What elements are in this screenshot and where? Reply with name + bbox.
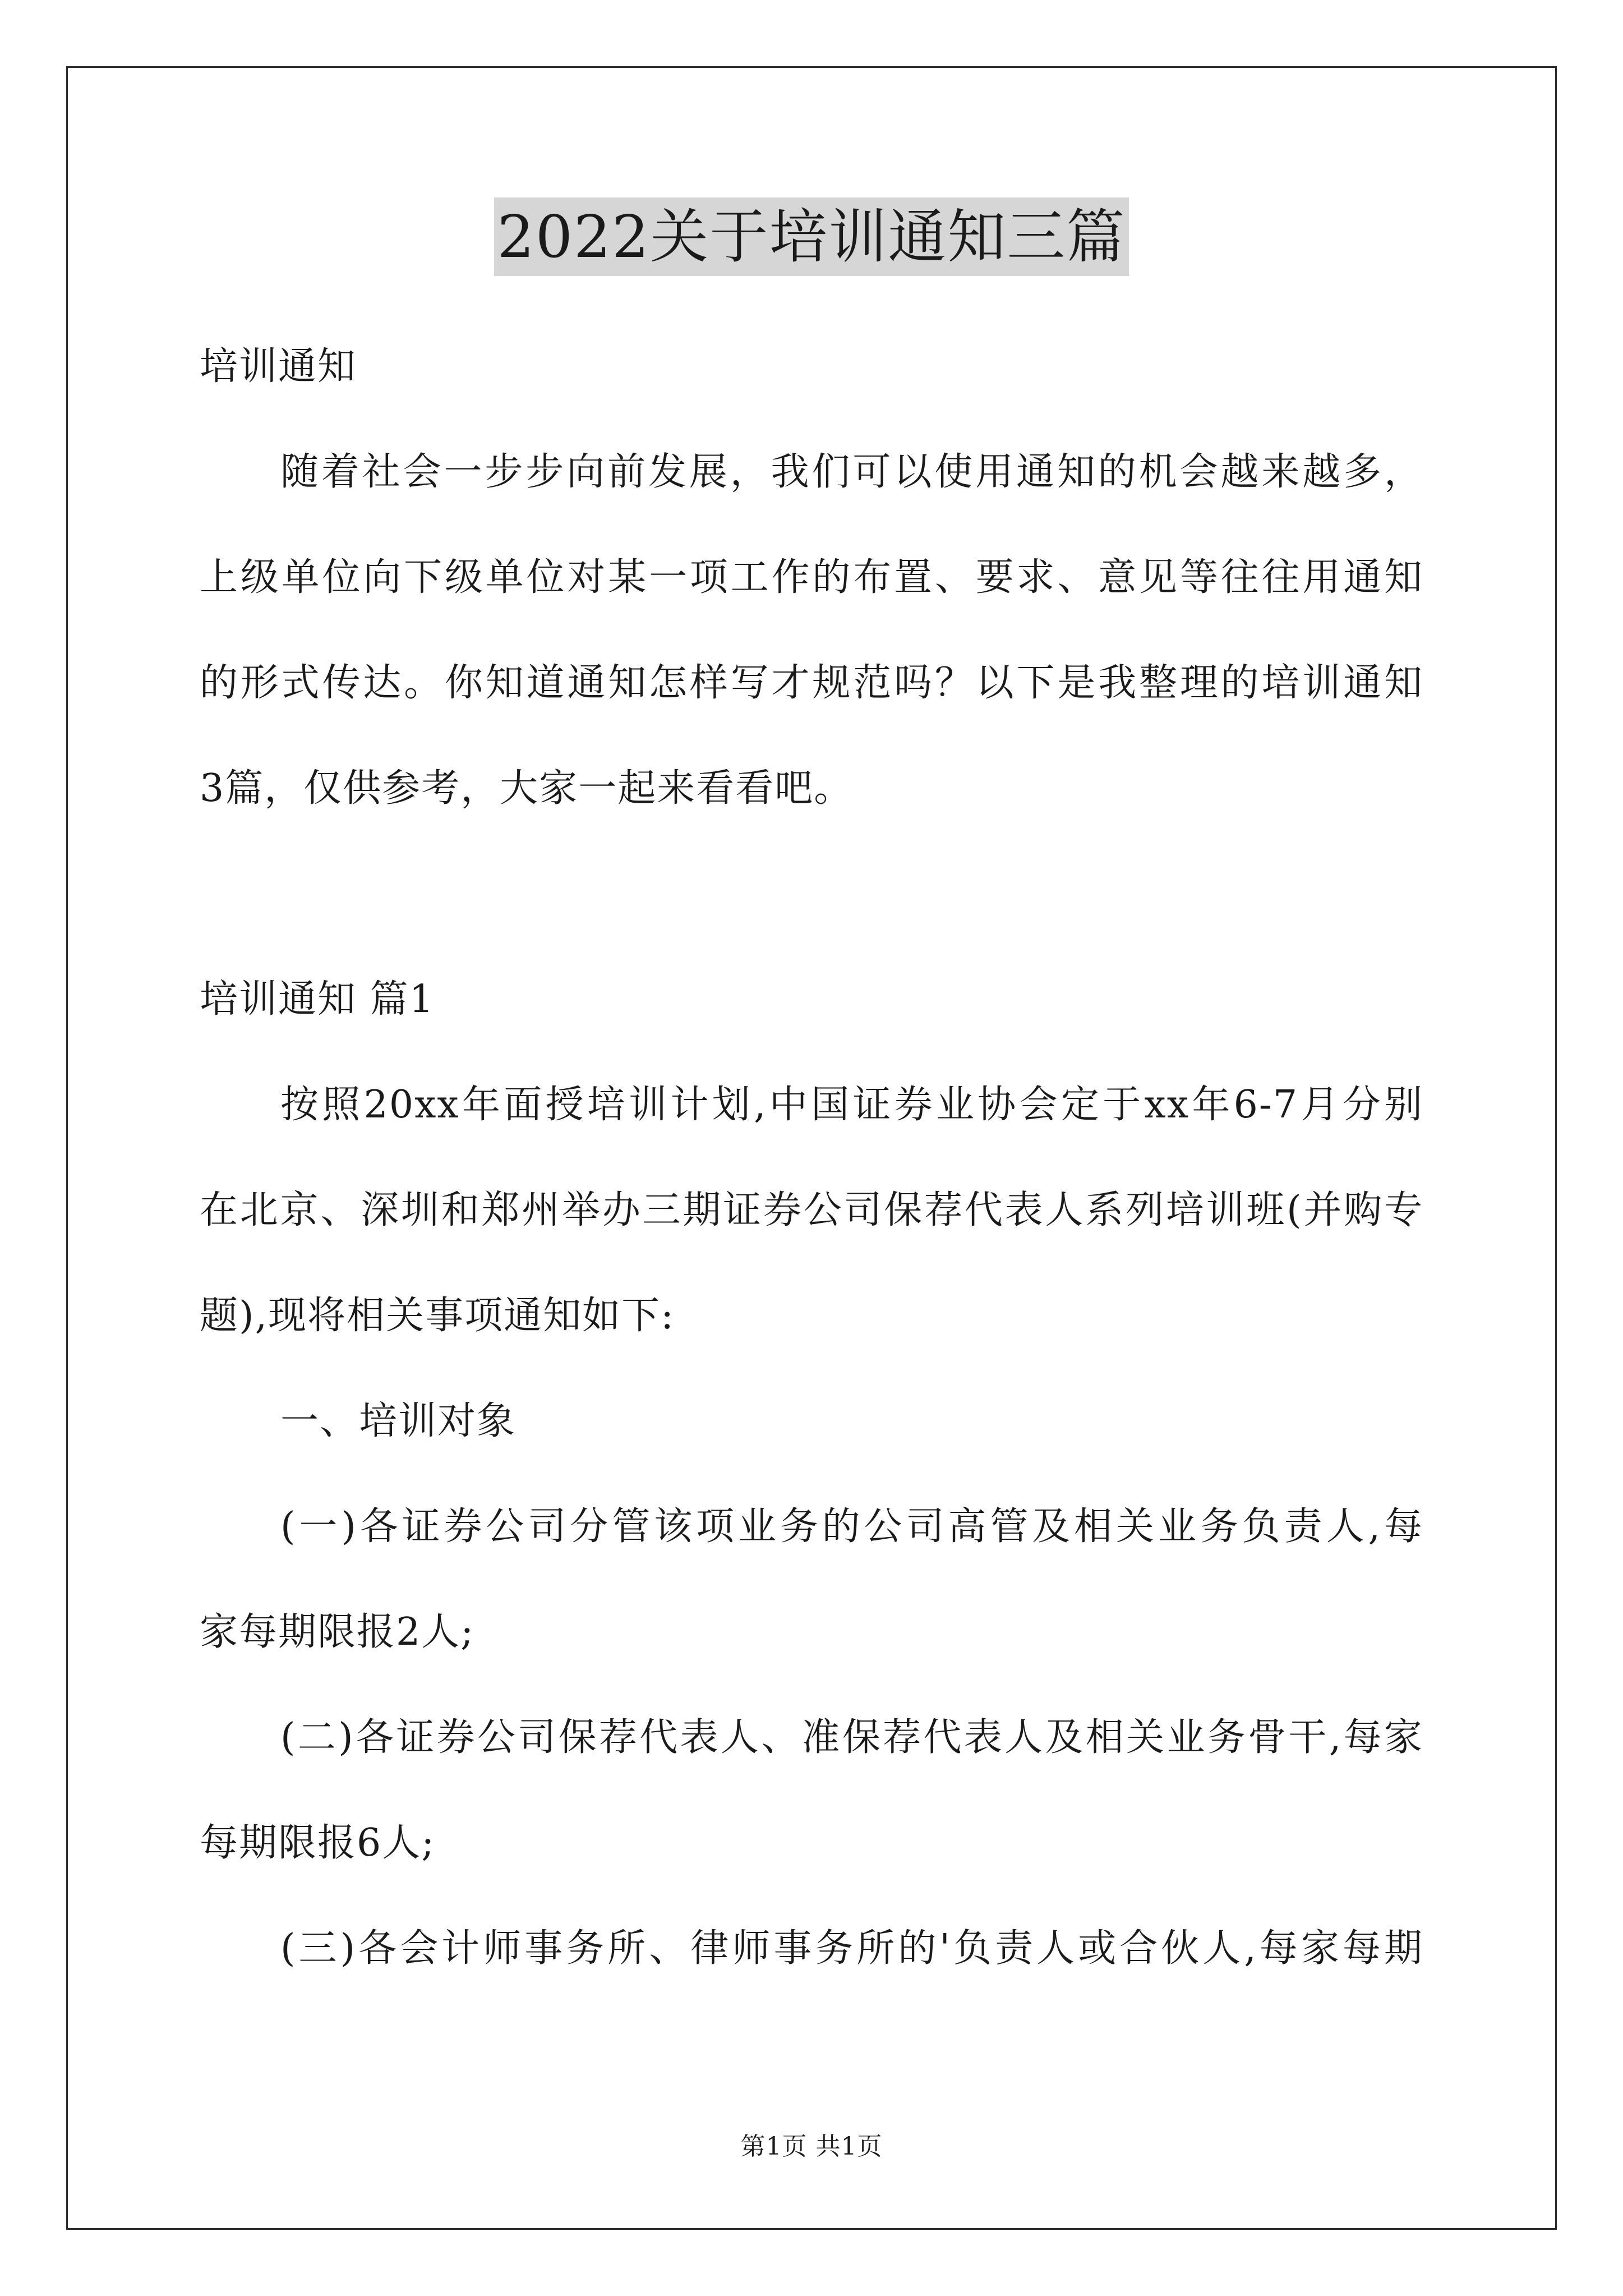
document-body [200, 314, 1423, 2001]
section-heading: 培训通知 篇1 [200, 977, 435, 1022]
title-area [0, 197, 1623, 276]
page-footer: 第1页 共1页 [740, 2132, 883, 2161]
document-title: 2022关于培训通知三篇 [494, 197, 1129, 276]
spacer [200, 841, 1423, 947]
paragraph-line: 家每期限报2人; [200, 1610, 475, 1654]
paragraph-line: 在北京、深圳和郑州举办三期证券公司保荐代表人系列培训班(并购专 [200, 1188, 1423, 1232]
paragraph-line: 的形式传达。你知道通知怎样写才规范吗？以下是我整理的培训通知 [200, 661, 1423, 705]
sub-heading: 一、培训对象 [280, 1399, 517, 1443]
paragraph-line: 按照20xx年面授培训计划,中国证券业协会定于xx年6-7月分别 [280, 1083, 1423, 1127]
paragraph-line: 每期限报6人; [200, 1821, 436, 1865]
paragraph-line: 随着社会一步步向前发展，我们可以使用通知的机会越来越多， [280, 450, 1423, 494]
paragraph-line: (三)各会计师事务所、律师事务所的'负责人或合伙人,每家每期 [280, 1926, 1423, 1971]
paragraph-line: (一)各证券公司分管该项业务的公司高管及相关业务负责人,每 [280, 1504, 1423, 1549]
paragraph-line: (二)各证券公司保荐代表人、准保荐代表人及相关业务骨干,每家 [280, 1715, 1423, 1760]
section-heading: 培训通知 [200, 344, 357, 389]
paragraph-line: 3篇，仅供参考，大家一起来看看吧。 [200, 766, 854, 811]
paragraph-line: 上级单位向下级单位对某一项工作的布置、要求、意见等往往用通知 [200, 555, 1423, 600]
paragraph-line: 题),现将相关事项通知如下: [200, 1294, 675, 1338]
